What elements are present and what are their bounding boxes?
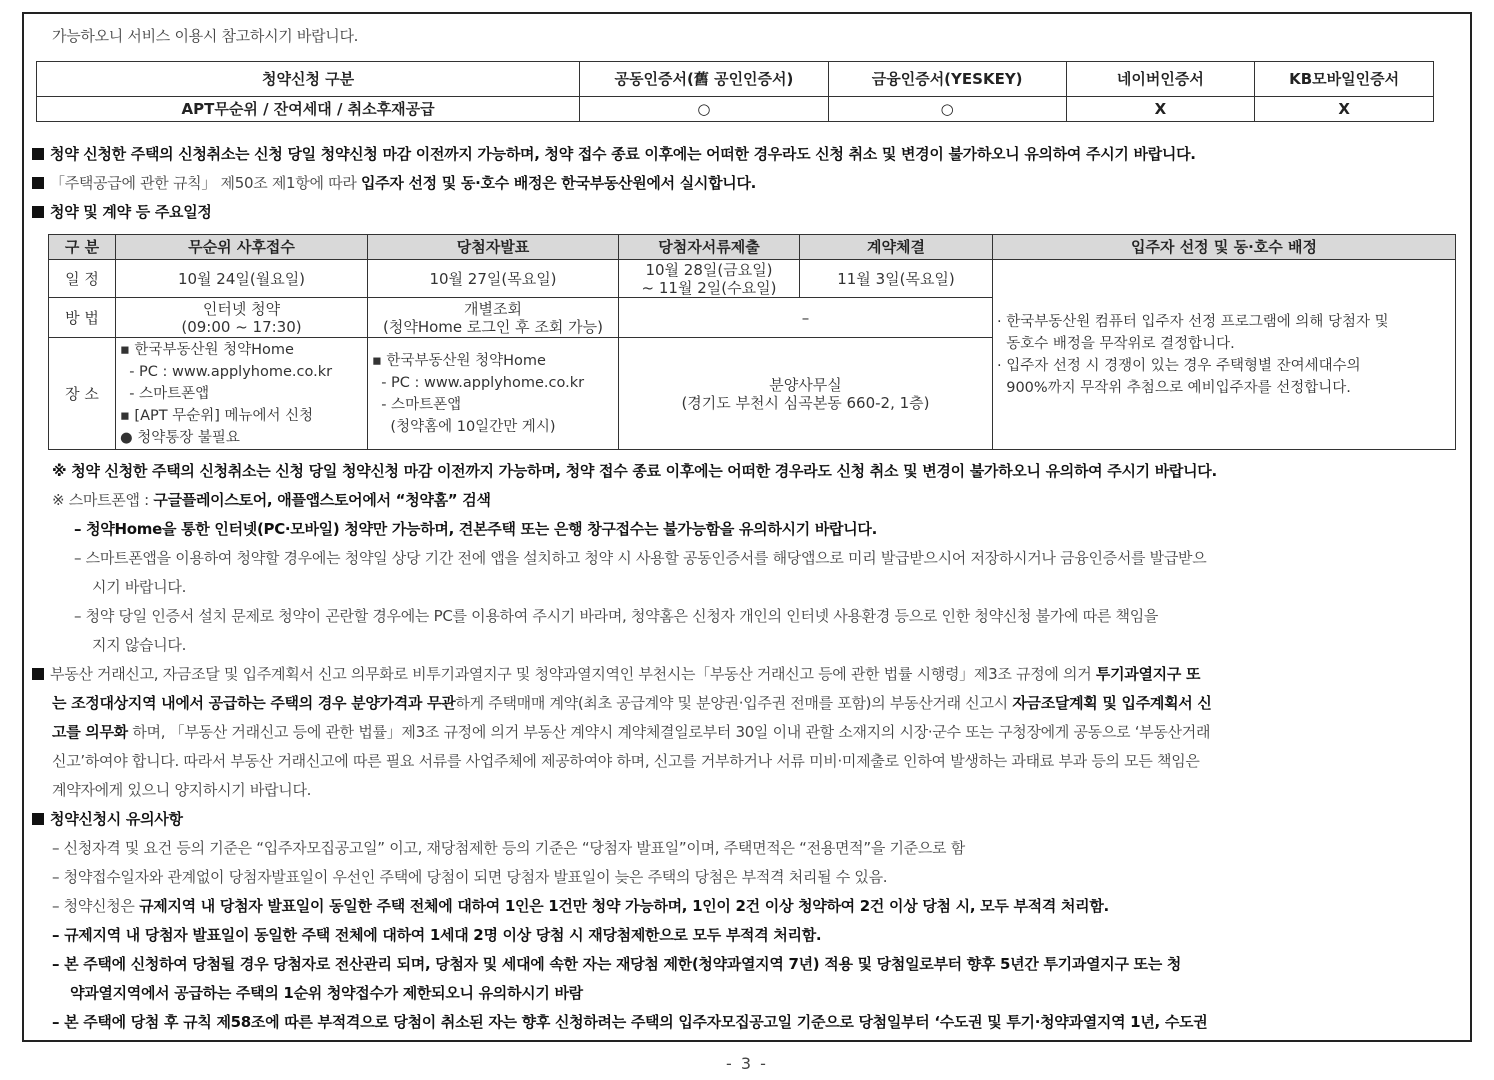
caution-6: – 본 주택에 당첨 후 규칙 제58조에 따른 부적격으로 당첨이 취소된 자는 향후 신청하려는 주택의 입주자모집공고일 기준으로 당첨일부터 ‘수도권 및 투기·청약과열지역 1년, 수도권: [52, 1013, 1208, 1031]
sch-header-contract: 계약체결: [800, 235, 993, 260]
certificate-table: [36, 61, 1434, 122]
caution-5-cont: 약과열지역에서 공급하는 주택의 1순위 청약접수가 제한되오니 유의하시기 바람: [70, 984, 583, 1002]
sch-date-contract: 11월 3일(목요일): [800, 260, 993, 298]
realestate-line-3: 고를 의무화 하며, 「부동산 거래신고 등에 관한 법률」제3조 규정에 의거 부동산 계약시 계약체결일로부터 30일 이내 관할 소재지의 시장·군수 또는 구청장에게 공동으로 ‘부동산거래: [52, 723, 1211, 741]
sch-date-docs: 10월 28일(금요일) ~ 11월 2일(수요일): [619, 260, 800, 298]
caution-title: 청약신청시 유의사항: [32, 809, 183, 829]
cert-header-type: 청약신청 구분: [37, 62, 580, 97]
cert-finance-available: ○: [828, 97, 1066, 122]
after-app-install: – 스마트폰앱을 이용하여 청약할 경우에는 청약일 상당 기간 전에 앱을 설치하고 청약 시 사용할 공동인증서를 해당앱으로 미리 발급받으시어 저장하시거나 금융인증서를 발급받으: [74, 549, 1207, 567]
sch-place-announce: ▪ 한국부동산원 청약Home - PC : www.applyhome.co.kr - 스마트폰앱 (청약홈에 10일간만 게시): [368, 338, 619, 450]
caution-2: – 청약접수일자와 관계없이 당첨자발표일이 우선인 주택에 당첨이 되면 당첨자 발표일이 늦은 주택의 당첨은 부적격 처리될 수 있음.: [52, 868, 888, 886]
sch-method-docs-contract: –: [619, 298, 993, 338]
realestate-line-1: 부동산 거래신고, 자금조달 및 입주계획서 신고 의무화로 비투기과열지구 및 청약과열지역인 부천시는「부동산 거래신고 등에 관한 법률 시행령」제3조 규정에 의거 투기과열지구 또: [32, 664, 1200, 684]
cert-naver-available: X: [1066, 97, 1255, 122]
after-cert-issue-cont: 지지 않습니다.: [92, 636, 187, 654]
bullet-square-icon: [32, 813, 44, 825]
after-cert-issue: – 청약 당일 인증서 설치 문제로 청약이 곤란할 경우에는 PC를 이용하여 주시기 바라며, 청약홈은 신청자 개인의 인터넷 사용환경 등으로 인한 청약신청 불가에 따른 책임을: [74, 607, 1159, 625]
page-number: - 3 -: [726, 1054, 768, 1073]
cert-kb-available: X: [1255, 97, 1434, 122]
sch-method-label: 방 법: [49, 298, 116, 338]
bullet-square-icon: [32, 668, 44, 680]
cert-header-joint: 공동인증서(舊 공인인증서): [580, 62, 829, 97]
after-app-note: ※ 스마트폰앱 : 구글플레이스토어, 애플앱스토어에서 “청약홈” 검색: [52, 491, 491, 509]
caution-4: – 규제지역 내 당첨자 발표일이 동일한 주택 전체에 대하여 1세대 2명 이상 당첨 시 재당첨제한으로 모두 부적격 처리함.: [52, 926, 822, 944]
cert-header-naver: 네이버인증서: [1066, 62, 1255, 97]
document-page: [22, 12, 1472, 1042]
sch-date-apply: 10월 24일(월요일): [116, 260, 368, 298]
schedule-table: [48, 234, 1456, 450]
sch-date-announce: 10월 27일(목요일): [368, 260, 619, 298]
bullet-square-icon: [32, 177, 44, 189]
sch-header-docs: 당첨자서류제출: [619, 235, 800, 260]
cert-header-kb: KB모바일인증서: [1255, 62, 1434, 97]
bullet-square-icon: [32, 148, 44, 160]
caution-1: – 신청자격 및 요건 등의 기준은 “입주자모집공고일” 이고, 재당첨제한 등의 기준은 “당첨자 발표일”이며, 주택면적은 “전용면적”을 기준으로 함: [52, 839, 965, 857]
bullet-square-icon: [32, 206, 44, 218]
cert-header-finance: 금융인증서(YESKEY): [828, 62, 1066, 97]
sch-assign-desc: · 한국부동산원 컴퓨터 입주자 선정 프로그램에 의해 당첨자 및 동호수 배정을 무작위로 결정합니다. · 입주자 선정 시 경쟁이 있는 경우 주택형별 잔여세대수의 900%까지 무작위 추첨으로 예비입주자를 선정합니다.: [993, 260, 1456, 450]
sch-place-office: 분양사무실 (경기도 부천시 심곡본동 660-2, 1층): [619, 338, 993, 450]
after-cancel-note: ※ 청약 신청한 주택의 신청취소는 신청 당일 청약신청 마감 이전까지 가능하며, 청약 접수 종료 이후에는 어떠한 경우라도 신청 취소 및 변경이 불가하오니 유의하여 주시기 바랍니다.: [52, 462, 1217, 480]
sch-place-apply: ▪ 한국부동산원 청약Home - PC : www.applyhome.co.kr - 스마트폰앱 ▪ [APT 무순위] 메뉴에서 신청 ● 청약통장 불필요: [116, 338, 368, 450]
notice-assignment: 「주택공급에 관한 규칙」 제50조 제1항에 따라 입주자 선정 및 동·호수 배정은 한국부동산원에서 실시합니다.: [32, 173, 756, 193]
realestate-line-4: 신고’하여야 합니다. 따라서 부동산 거래신고에 따른 필요 서류를 사업주체에 제공하여야 하며, 신고를 거부하거나 서류 미비·미제출로 인하여 발생하는 과태료 부과 등의 모든 책임은: [52, 752, 1200, 770]
sch-date-label: 일 정: [49, 260, 116, 298]
cert-joint-available: ○: [580, 97, 829, 122]
notice-schedule-title: 청약 및 계약 등 주요일정: [32, 202, 212, 222]
sch-header-assign: 입주자 선정 및 동·호수 배정: [993, 235, 1456, 260]
sch-method-apply: 인터넷 청약 (09:00 ~ 17:30): [116, 298, 368, 338]
caution-5: – 본 주택에 신청하여 당첨될 경우 당첨자로 전산관리 되며, 당첨자 및 세대에 속한 자는 재당첨 제한(청약과열지역 7년) 적용 및 당첨일로부터 향후 5년간 투기과열지구 또는 청: [52, 955, 1182, 973]
sch-header-apply: 무순위 사후접수: [116, 235, 368, 260]
sch-header-announce: 당첨자발표: [368, 235, 619, 260]
sch-place-label: 장 소: [49, 338, 116, 450]
notice-cancel: 청약 신청한 주택의 신청취소는 신청 당일 청약신청 마감 이전까지 가능하며, 청약 접수 종료 이후에는 어떠한 경우라도 신청 취소 및 변경이 불가하오니 유의하여 주시기 바랍니다.: [32, 144, 1196, 164]
caution-3: – 청약신청은 규제지역 내 당첨자 발표일이 동일한 주택 전체에 대하여 1인은 1건만 청약 가능하며, 1인이 2건 이상 청약하여 2건 이상 당첨 시, 모두 부적격 처리함.: [52, 897, 1109, 915]
after-app-install-cont: 시기 바랍니다.: [92, 578, 187, 596]
sch-method-announce: 개별조회 (청약Home 로그인 후 조회 가능): [368, 298, 619, 338]
realestate-line-5: 계약자에게 있으니 양지하시기 바랍니다.: [52, 781, 312, 799]
cert-row-type: APT무순위 / 잔여세대 / 취소후재공급: [37, 97, 580, 122]
sch-header-category: 구 분: [49, 235, 116, 260]
after-internet-only: – 청약Home을 통한 인터넷(PC·모바일) 청약만 가능하며, 견본주택 또는 은행 창구접수는 불가능함을 유의하시기 바랍니다.: [74, 520, 877, 538]
intro-tail: 가능하오니 서비스 이용시 참고하시기 바랍니다.: [52, 27, 359, 45]
realestate-line-2: 는 조정대상지역 내에서 공급하는 주택의 경우 분양가격과 무관하게 주택매매 계약(최초 공급계약 및 분양권·입주권 전매를 포함)의 부동산거래 신고시 자금조달계획 및 입주계획서 신: [52, 694, 1212, 712]
